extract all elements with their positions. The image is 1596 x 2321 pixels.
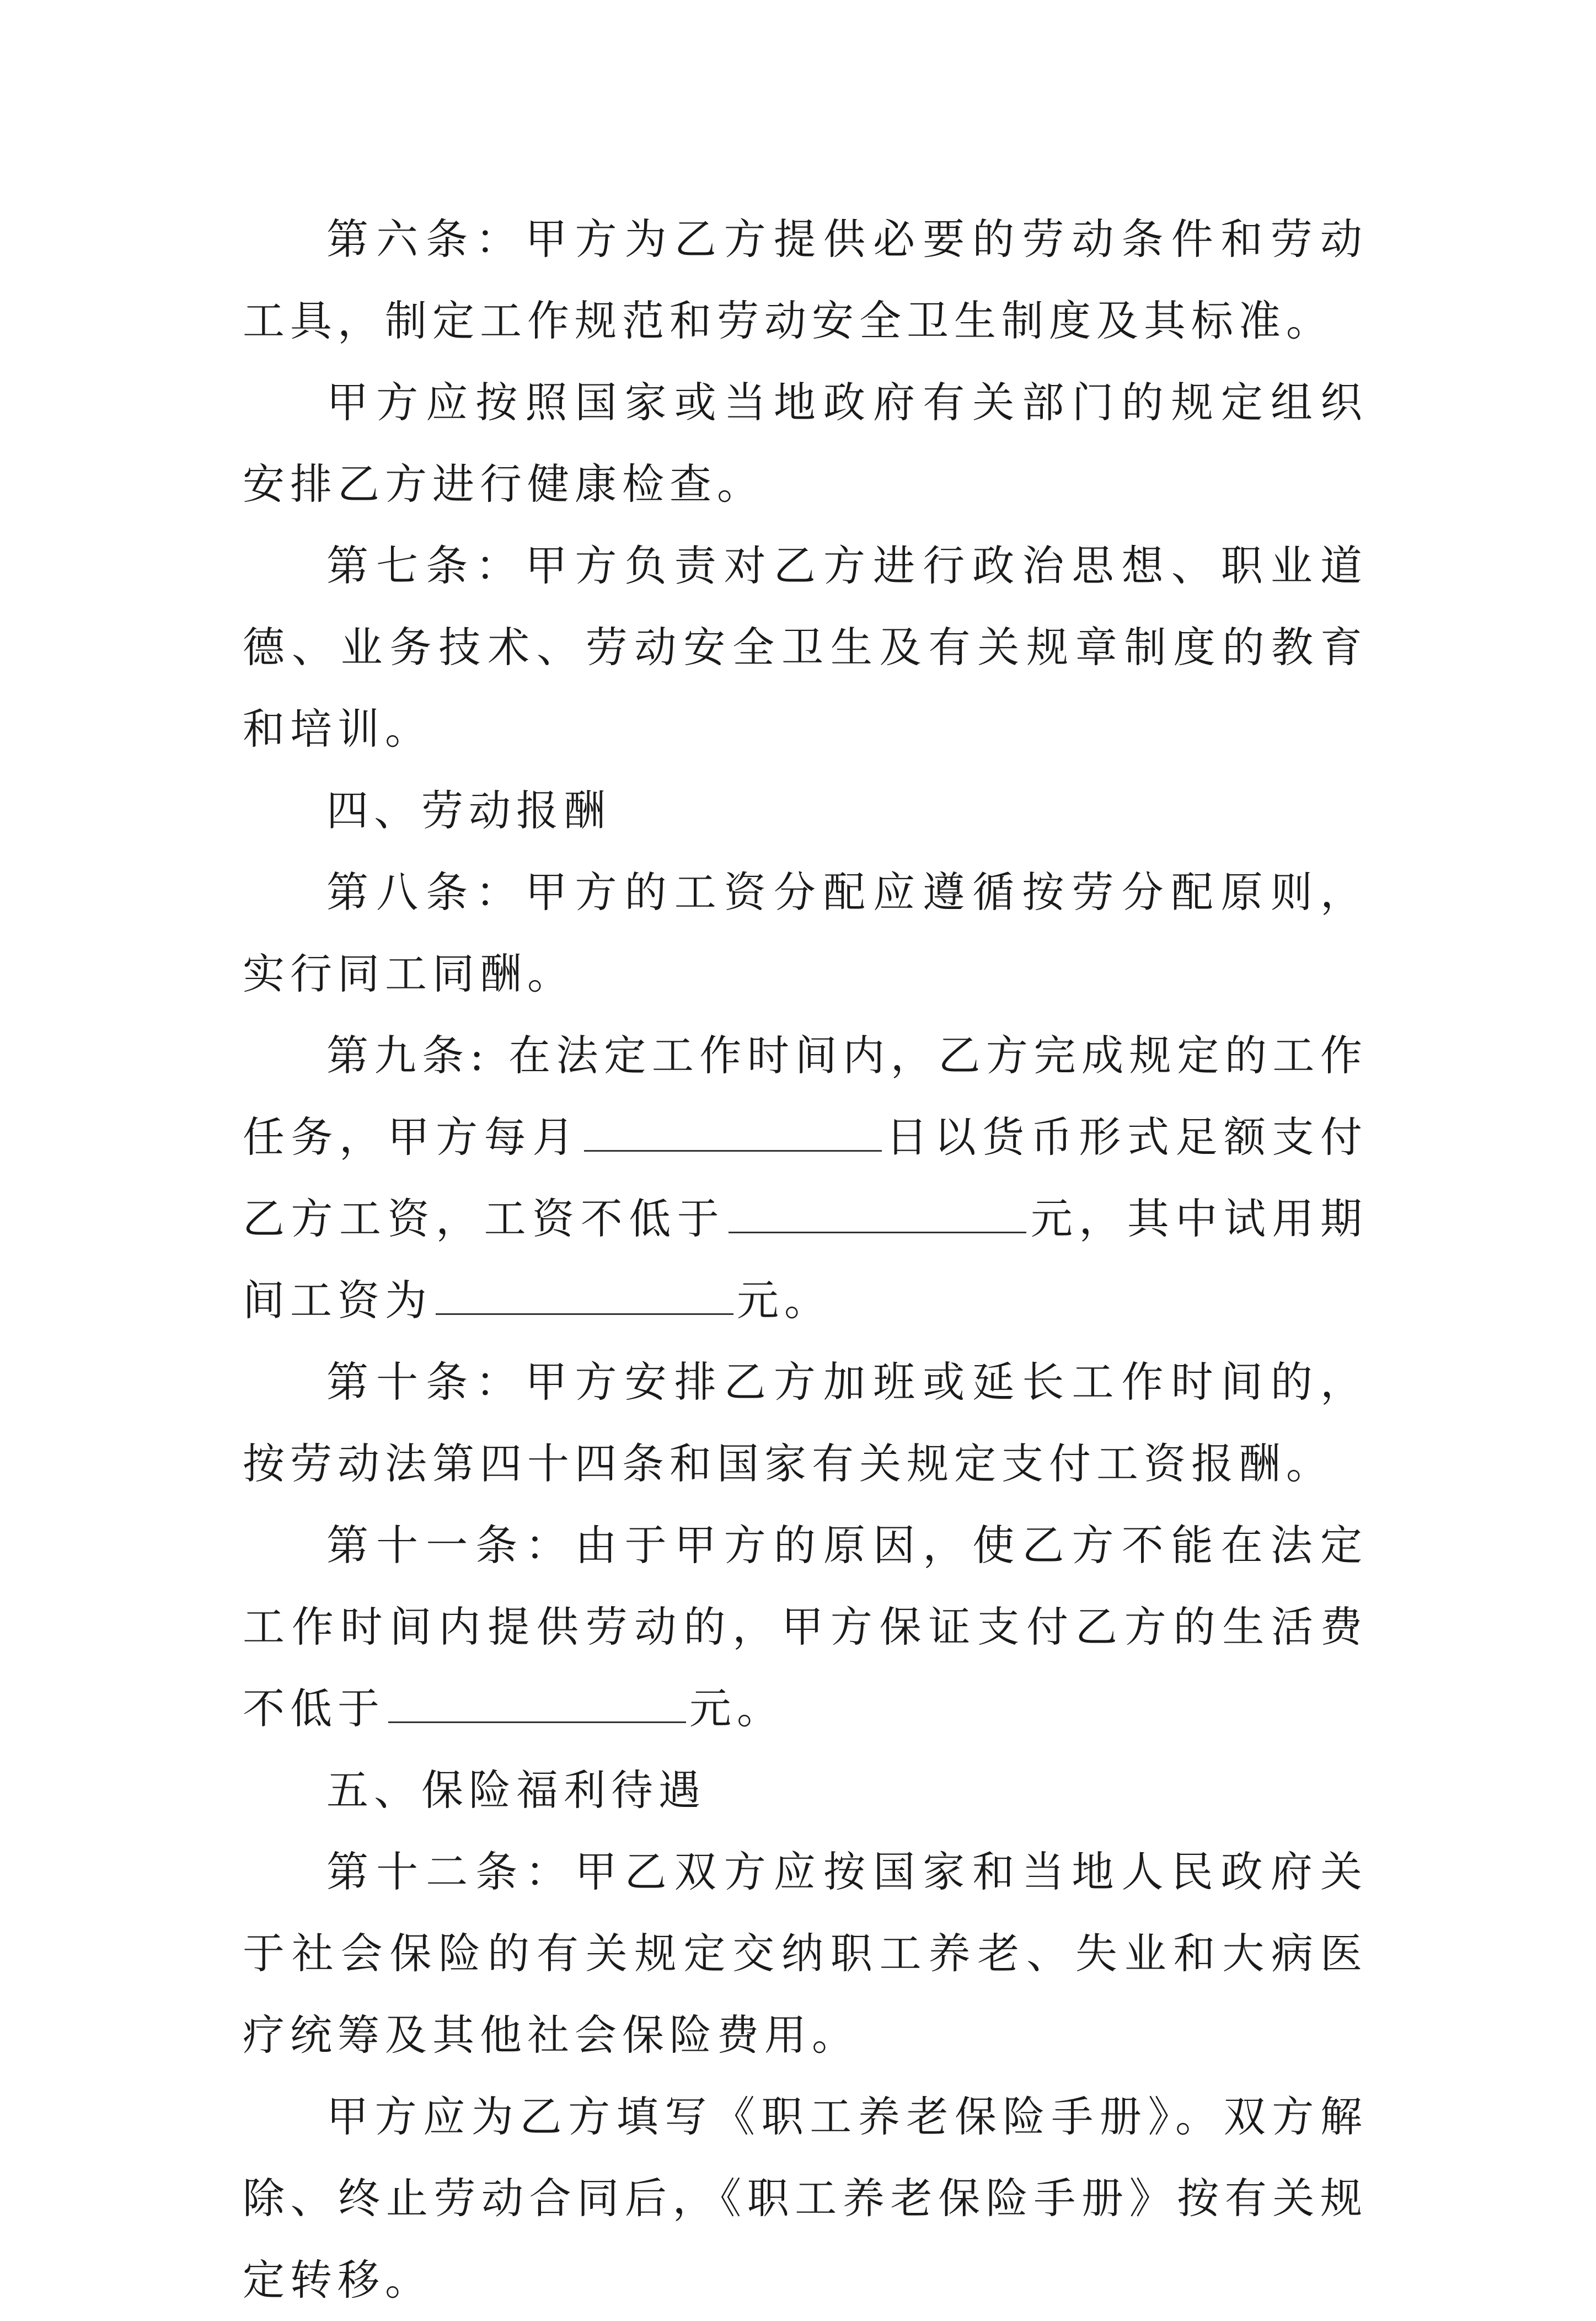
paragraph-pension-handbook: 甲方应为乙方填写《职工养老保险手册》。双方解除、终止劳动合同后，《职工养老保险手册》按有关规定转移。: [243, 2092, 1368, 2304]
article-11-text-1: 第十一条：由于甲方的原因，使乙方不能在法定工作时间内提供劳动的，甲方保证支付乙方的生活费不低于: [243, 1521, 1368, 1733]
article-9-text-4: 元。: [737, 1276, 832, 1325]
paragraph-article-11: [243, 1505, 1368, 1750]
paragraph-article-12: 第十二条：甲乙双方应按国家和当地人民政府关于社会保险的有关规定交纳职工养老、失业和大病医疗统筹及其他社会保险费用。: [243, 1847, 1368, 2060]
article-11-text-2: 元。: [689, 1684, 784, 1733]
paragraph-article-6: 第六条：甲方为乙方提供必要的劳动条件和劳动工具，制定工作规范和劳动安全卫生制度及其标准。: [243, 215, 1368, 345]
min-wage-blank[interactable]: [729, 1184, 1026, 1233]
article-9-text-2: 日以货币形式足额支付乙方工资，工资不低于: [243, 1113, 1368, 1243]
document-body: [243, 199, 1368, 2321]
article-9-text-1: 第九条: 在法定工作时间内，乙方完成规定的工作任务，甲方每月: [243, 1031, 1368, 1162]
section-heading-remuneration: 四、劳动报酬: [326, 786, 611, 835]
paragraph-article-10: 第十条：甲方安排乙方加班或延长工作时间的，按劳动法第四十四条和国家有关规定支付工资报酬。: [243, 1357, 1368, 1488]
probation-wage-blank[interactable]: [436, 1266, 733, 1315]
paragraph-article-9: [243, 1015, 1368, 1341]
living-expense-blank[interactable]: [388, 1674, 686, 1723]
pay-day-blank[interactable]: [584, 1103, 882, 1152]
paragraph-article-8: 第八条：甲方的工资分配应遵循按劳分配原则，实行同工同酬。: [243, 868, 1368, 998]
paragraph-article-7: 第七条：甲方负责对乙方进行政治思想、职业道德、业务技术、劳动安全卫生及有关规章制度的教育和培训。: [243, 541, 1368, 753]
section-heading-insurance: 五、保险福利待遇: [326, 1766, 706, 1815]
article-9-text-3: 元，其中试用期间工资为: [243, 1194, 1368, 1325]
paragraph-health-check: 甲方应按照国家或当地政府有关部门的规定组织安排乙方进行健康检查。: [243, 378, 1368, 509]
